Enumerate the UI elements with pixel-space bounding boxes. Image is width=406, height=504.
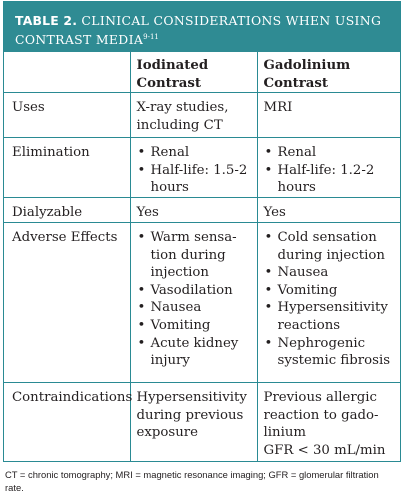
list-item: • Nausea (137, 299, 251, 317)
iodinated-cell (130, 93, 257, 138)
list-item: • Vasodilation (137, 282, 251, 300)
row-label: Elimination (4, 138, 130, 198)
list-item: • Hypersensitivity reactions (264, 299, 395, 334)
cell-text: Yes (263, 204, 286, 220)
table-number: TABLE 2. (15, 13, 78, 28)
list-item: • Renal (137, 144, 251, 162)
row-label: Dialyzable (4, 197, 130, 222)
iodinated-cell (130, 138, 257, 198)
list-item: • Nausea (264, 264, 395, 282)
cell-text: GFR < 30 mL/min (263, 442, 386, 458)
bullet-list (264, 229, 395, 370)
table-row (4, 138, 400, 198)
header-cell-gadolinium: Gadolinium Contrast (257, 52, 400, 93)
iodinated-cell (130, 382, 257, 461)
table-row (4, 382, 400, 461)
header-cell-iodinated: Iodinated Contrast (130, 52, 257, 93)
cell-text: Hypersensitivity during previous exposure (136, 389, 247, 441)
cell-text: Previous allergic reaction to gado-linium (263, 389, 379, 441)
cell-text: MRI (263, 100, 293, 116)
header-row (4, 52, 400, 93)
table-title-text: CLINICAL CONSIDERATIONS WHEN USING CONTRAST MEDIA (15, 13, 382, 47)
list-item: • Nephrogenic systemic fibrosis (264, 335, 395, 370)
list-item: • Cold sensation during injection (264, 229, 395, 264)
table-frame (3, 1, 401, 462)
gadolinium-cell (257, 197, 400, 222)
cell-text: X-ray studies, including CT (136, 100, 229, 133)
table-row (4, 93, 400, 138)
iodinated-cell (130, 197, 257, 222)
table-title-refs: 9-11 (143, 33, 159, 41)
list-item: • Renal (264, 144, 395, 162)
list-item: • Half-life: 1.2-2 hours (264, 162, 395, 197)
row-label: Uses (4, 93, 130, 138)
gadolinium-cell (257, 222, 400, 382)
gadolinium-cell (257, 93, 400, 138)
bullet-list (137, 144, 251, 197)
bullet-list (264, 144, 395, 197)
table-row (4, 197, 400, 222)
list-item: • Warm sensa-tion during injection (137, 229, 251, 282)
row-label: Adverse Effects (4, 222, 130, 382)
cell-text: Yes (136, 204, 159, 220)
table-row (4, 222, 400, 382)
list-item: • Acute kidney injury (137, 335, 251, 370)
iodinated-cell (130, 222, 257, 382)
table-title (4, 2, 400, 52)
header-cell-empty (4, 52, 130, 93)
gadolinium-cell (257, 138, 400, 198)
list-item: • Half-life: 1.5-2 hours (137, 162, 251, 197)
bullet-list (137, 229, 251, 370)
list-item: • Vomiting (264, 282, 395, 300)
table-footnote: CT = chronic tomography; MRI = magnetic resonance imaging; GFR = glomerular filtration rate. (5, 469, 379, 493)
contrast-table (4, 52, 400, 462)
row-label: Contraindications (4, 382, 130, 461)
gadolinium-cell (257, 382, 400, 461)
list-item: • Vomiting (137, 317, 251, 335)
